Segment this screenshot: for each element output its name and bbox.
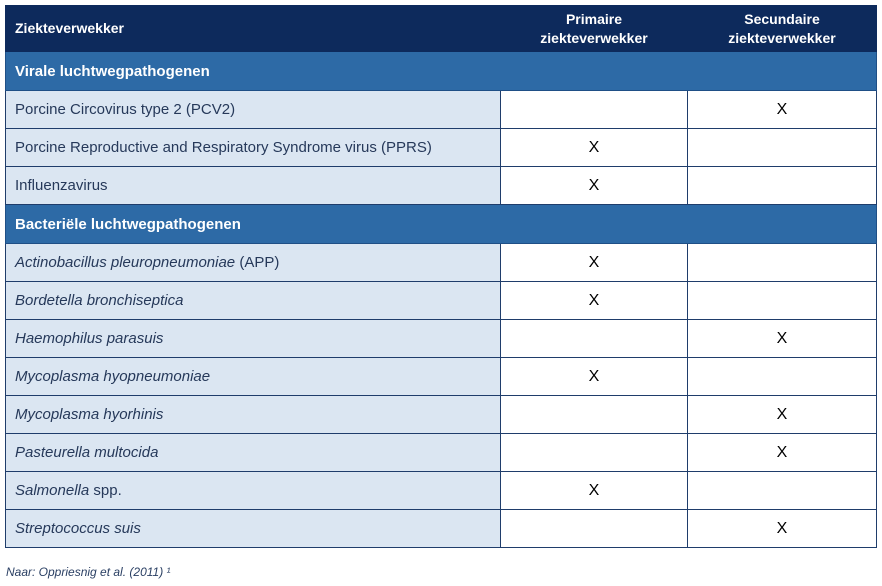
primary-mark <box>501 434 688 472</box>
section-title: Bacteriële luchtwegpathogenen <box>6 205 877 244</box>
secondary-mark <box>688 129 877 167</box>
secondary-mark <box>688 244 877 282</box>
table-row <box>6 282 877 320</box>
secondary-mark <box>688 282 877 320</box>
table-row <box>6 320 877 358</box>
primary-mark <box>501 320 688 358</box>
primary-mark: X <box>501 282 688 320</box>
table-header-row <box>6 6 877 52</box>
section-row <box>6 205 877 244</box>
section-title: Virale luchtwegpathogenen <box>6 52 877 91</box>
pathogen-name: Influenzavirus <box>6 167 501 205</box>
primary-mark <box>501 510 688 548</box>
primary-mark <box>501 91 688 129</box>
primary-mark <box>501 396 688 434</box>
header-secondary <box>688 6 877 52</box>
source-footnote: Naar: Oppriesnig et al. (2011) ¹ <box>6 565 171 579</box>
header-secondary-line2: ziekteverwekker <box>728 29 836 46</box>
table-row <box>6 510 877 548</box>
primary-mark: X <box>501 167 688 205</box>
table-row <box>6 358 877 396</box>
section-row <box>6 52 877 91</box>
pathogen-name: Haemophilus parasuis <box>6 320 501 358</box>
secondary-mark: X <box>688 91 877 129</box>
secondary-mark: X <box>688 434 877 472</box>
header-primary-line1: Primaire <box>565 10 623 27</box>
primary-mark: X <box>501 472 688 510</box>
table-row <box>6 396 877 434</box>
pathogen-name: Bordetella bronchiseptica <box>6 282 501 320</box>
pathogen-name: Mycoplasma hyorhinis <box>6 396 501 434</box>
pathogen-table <box>5 5 877 548</box>
primary-mark: X <box>501 244 688 282</box>
secondary-mark <box>688 472 877 510</box>
pathogen-name: Actinobacillus pleuropneumoniae (APP) <box>6 244 501 282</box>
table-row <box>6 167 877 205</box>
pathogen-name: Porcine Reproductive and Respiratory Syndrome virus (PPRS) <box>6 129 501 167</box>
secondary-mark <box>688 358 877 396</box>
pathogen-name: Porcine Circovirus type 2 (PCV2) <box>6 91 501 129</box>
primary-mark: X <box>501 129 688 167</box>
pathogen-name: Pasteurella multocida <box>6 434 501 472</box>
secondary-mark <box>688 167 877 205</box>
table-row <box>6 472 877 510</box>
pathogen-name: Salmonella spp. <box>6 472 501 510</box>
table-row <box>6 129 877 167</box>
table-row <box>6 434 877 472</box>
header-primary-line2: ziekteverwekker <box>540 29 648 46</box>
pathogen-name: Streptococcus suis <box>6 510 501 548</box>
secondary-mark: X <box>688 396 877 434</box>
header-pathogen: Ziekteverwekker <box>6 6 501 52</box>
secondary-mark: X <box>688 510 877 548</box>
secondary-mark: X <box>688 320 877 358</box>
pathogen-name: Mycoplasma hyopneumoniae <box>6 358 501 396</box>
primary-mark: X <box>501 358 688 396</box>
table-row <box>6 91 877 129</box>
table-row <box>6 244 877 282</box>
header-secondary-line1: Secundaire <box>744 10 820 27</box>
header-primary <box>501 6 688 52</box>
